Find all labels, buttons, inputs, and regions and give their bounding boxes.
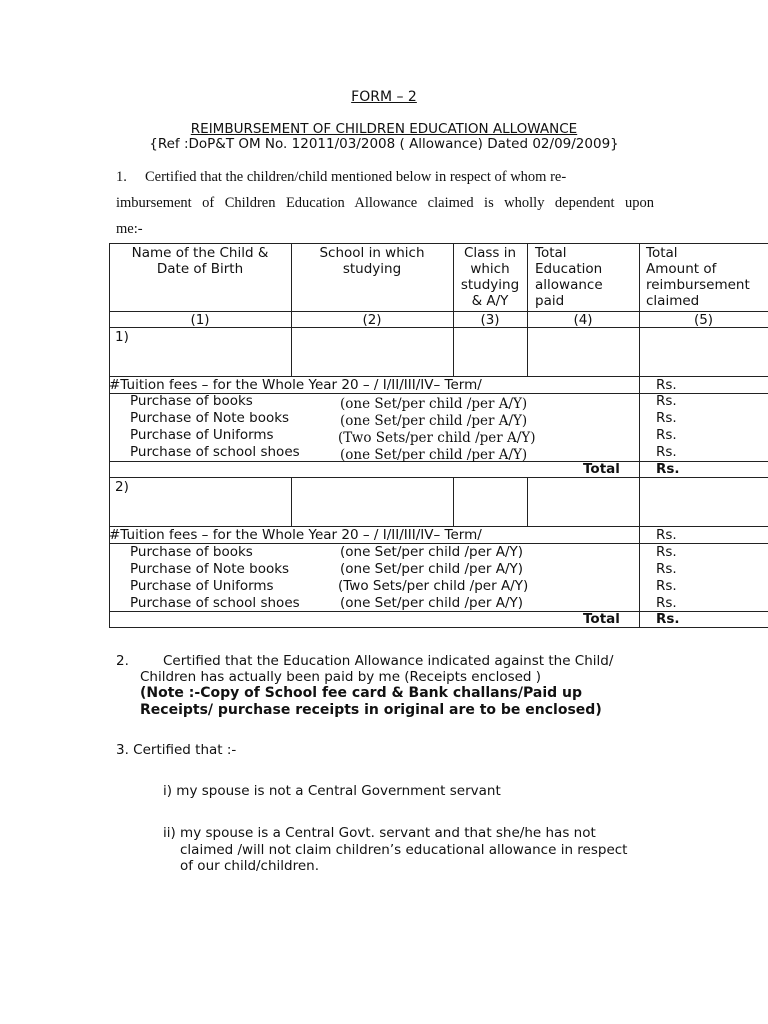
header-education-allowance: Total Education allowance paid	[535, 245, 603, 309]
child2-item3-rs: Rs.	[656, 578, 677, 594]
child1-total-label: Total	[583, 461, 620, 477]
form-reference: {Ref :DoP&T OM No. 12011/03/2008 ( Allowance) Dated 02/09/2009}	[149, 136, 619, 152]
header-reimbursement-claimed: Total Amount of reimbursement claimed	[646, 245, 750, 309]
child2-item2-label: Purchase of Note books	[130, 561, 290, 577]
child1-item2-label: Purchase of Note books	[130, 410, 290, 426]
child1-index: 1)	[115, 329, 129, 345]
child1-tuition-rs: Rs.	[656, 377, 677, 393]
child2-index: 2)	[115, 479, 129, 495]
col-number-5: (5)	[693, 312, 714, 328]
child2-item3-note: (Two Sets/per child /per A/Y)	[338, 578, 529, 594]
child2-item1-note: (one Set/per child /per A/Y)	[340, 544, 524, 560]
child2-item2-note: (one Set/per child /per A/Y)	[340, 561, 524, 577]
child1-item1-rs: Rs.	[656, 393, 677, 409]
child2-total-rs: Rs.	[656, 611, 680, 627]
child1-item3-note: (Two Sets/per child /per A/Y)	[338, 430, 536, 446]
child1-item3-rs: Rs.	[656, 427, 677, 443]
child1-item2-note: (one Set/per child /per A/Y)	[340, 413, 528, 429]
child2-total-label: Total	[583, 611, 620, 627]
child2-tuition-rs: Rs.	[656, 527, 677, 543]
child1-tuition: #Tuition fees – for the Whole Year 20 – / I/II/III/IV– Term/	[109, 377, 482, 393]
para2-note-line1: (Note :-Copy of School fee card & Bank challans/Paid up	[140, 685, 582, 701]
para2-note-line2: Receipts/ purchase receipts in original are to be enclosed)	[140, 702, 602, 718]
child1-item4-rs: Rs.	[656, 444, 677, 460]
child1-total-rs: Rs.	[656, 461, 680, 477]
para2-line1: Certified that the Education Allowance indicated against the Child/	[163, 653, 614, 669]
header-child-name: Name of the Child & Date of Birth	[131, 245, 269, 277]
child2-item2-rs: Rs.	[656, 561, 677, 577]
child2-item4-label: Purchase of school shoes	[130, 595, 300, 611]
child2-item1-label: Purchase of books	[130, 544, 253, 560]
allowance-table	[109, 243, 768, 628]
child2-tuition: #Tuition fees – for the Whole Year 20 – / I/II/III/IV– Term/	[109, 527, 482, 543]
child2-item4-rs: Rs.	[656, 595, 677, 611]
col-number-3: (3)	[480, 312, 500, 328]
para2-number: 2.	[116, 653, 129, 669]
col-number-4: (4)	[573, 312, 593, 328]
para3-item1: i) my spouse is not a Central Government servant	[163, 783, 501, 799]
child1-item2-rs: Rs.	[656, 410, 677, 426]
para1-number: 1.	[116, 169, 127, 185]
header-class: Class in which studying & A/Y	[460, 245, 520, 309]
para1-text-1: Certified that the children/child mentioned below in respect of whom re-	[145, 169, 567, 185]
para1-line3: me:-	[116, 221, 143, 237]
para3-heading: 3. Certified that :-	[116, 742, 237, 758]
child1-item4-note: (one Set/per child /per A/Y)	[340, 447, 528, 463]
para3-item2-line2: claimed /will not claim children’s educational allowance in respect	[180, 842, 628, 858]
child1-item3-label: Purchase of Uniforms	[130, 427, 274, 443]
para3-item2-line1: ii) my spouse is a Central Govt. servant and that she/he has not	[163, 825, 596, 841]
child1-item1-note: (one Set/per child /per A/Y)	[340, 396, 528, 412]
header-school: School in which studying	[319, 245, 425, 277]
col-number-2: (2)	[362, 312, 382, 328]
para1-line2: imbursement of Children Education Allowance claimed is wholly dependent upon	[116, 195, 654, 211]
para1-line1	[116, 164, 654, 190]
para2-line2: Children has actually been paid by me (Receipts enclosed )	[140, 669, 542, 685]
form-title: FORM – 2	[351, 89, 417, 105]
form-heading: REIMBURSEMENT OF CHILDREN EDUCATION ALLOWANCE	[190, 121, 578, 137]
col-number-1: (1)	[190, 312, 210, 328]
child1-item4-label: Purchase of school shoes	[130, 444, 300, 460]
child2-item3-label: Purchase of Uniforms	[130, 578, 274, 594]
para3-item2-line3: of our child/children.	[180, 858, 320, 874]
child2-item1-rs: Rs.	[656, 544, 677, 560]
child2-item4-note: (one Set/per child /per A/Y)	[340, 595, 524, 611]
child1-item1-label: Purchase of books	[130, 393, 253, 409]
